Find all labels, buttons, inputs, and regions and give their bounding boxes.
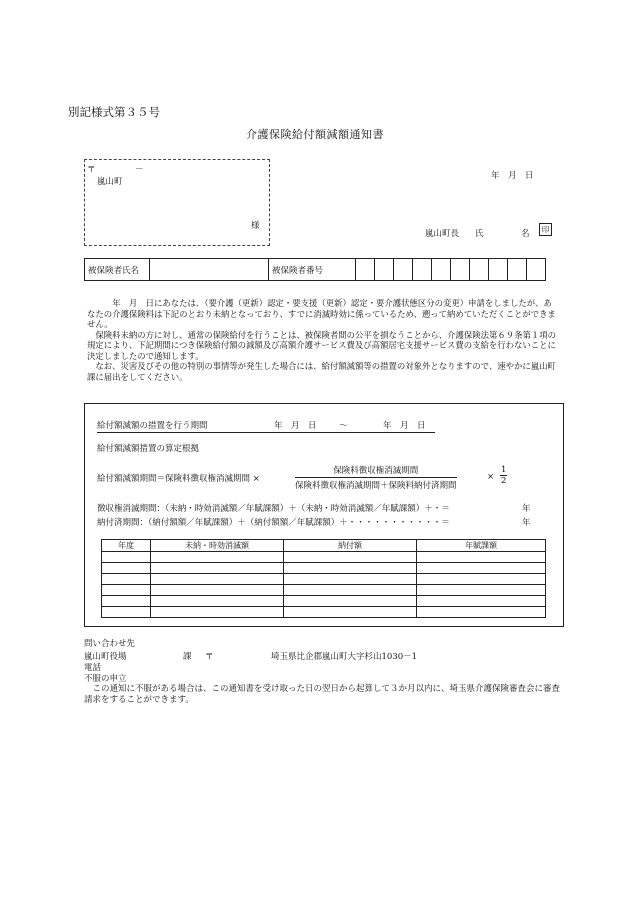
body-paragraph-3: なお、災害及びその他の特別の事情等が発生した場合には、給付額減額等の措置の対象外となりますので、速やかに嵐山町 課に届出をしてください。 bbox=[87, 361, 598, 382]
choshu-year-unit: 年 bbox=[522, 504, 531, 514]
contact-address: 埼玉県比企郡嵐山町大字杉山1030－1 bbox=[271, 652, 418, 662]
half-fraction bbox=[500, 465, 507, 486]
table-row bbox=[102, 596, 546, 607]
period-separator: ～ bbox=[339, 421, 348, 431]
formula-fraction bbox=[295, 464, 457, 491]
notice-body bbox=[87, 298, 598, 382]
contact-postal: 〒 bbox=[205, 652, 214, 662]
form-number: 別記様式第３５号 bbox=[68, 105, 160, 119]
contact-heading: 問い合わせ先 bbox=[84, 639, 136, 649]
col-header-year: 年度 bbox=[102, 540, 151, 552]
table-row bbox=[102, 574, 546, 585]
col-header-unpaid: 未納・時効消滅額 bbox=[151, 540, 284, 552]
postal-mark: 〒 bbox=[87, 165, 96, 175]
appeal-text: この通知に不服がある場合は、この通知書を受け取った日の翌日から起算して３か月以内に、埼玉県介護保険審査会に審査請求をすることができます。 bbox=[84, 684, 561, 705]
insured-table bbox=[84, 258, 546, 281]
issue-date: 年 月 日 bbox=[491, 171, 534, 181]
mayor-mei: 名 bbox=[521, 229, 530, 239]
appeal-heading: 不服の申立 bbox=[84, 674, 127, 684]
body-paragraph-2: 保険料未納の方に対し、通常の保険給付を行うことは、被保険者間の公平を損なうことから、介護保険法第６９条第１項の規定により、下記期間につき保険給付額の減額及び高額介護サービス費及び高額居宅支援サービス費の支給を行わないことに決定しましたので通知します。 bbox=[87, 329, 557, 361]
table-row bbox=[102, 585, 546, 596]
formula-lhs: 給付額減額期間＝保険料徴収権消滅期間 × bbox=[97, 474, 260, 484]
digit-cell bbox=[470, 259, 489, 281]
digit-cell bbox=[356, 259, 375, 281]
col-header-annual: 年賦課額 bbox=[417, 540, 546, 552]
col-header-paid: 納付額 bbox=[284, 540, 417, 552]
calculation-table bbox=[101, 539, 546, 618]
appeal-text-block bbox=[84, 684, 564, 706]
mayor-label: 嵐山町長 bbox=[425, 229, 460, 239]
address-town: 嵐山町 bbox=[97, 177, 123, 187]
nofu-year-unit: 年 bbox=[522, 518, 531, 528]
contact-tel: 電話 bbox=[84, 663, 102, 673]
nofu-formula: 納付済期間：（納付額額／年賦課額）＋（納付額額／年賦課額）＋・・・・・・・・・・・＝ bbox=[97, 518, 450, 528]
digit-cell bbox=[432, 259, 451, 281]
address-box bbox=[84, 159, 270, 246]
insured-number-label: 被保険者番号 bbox=[269, 259, 356, 281]
mayor-shi: 氏 bbox=[475, 229, 484, 239]
half-denominator: 2 bbox=[501, 476, 507, 486]
digit-cell bbox=[394, 259, 413, 281]
digit-cell bbox=[375, 259, 394, 281]
basis-label: 給付額減額措置の算定根拠 bbox=[97, 444, 200, 454]
digit-cell bbox=[527, 259, 546, 281]
period-start-date: 年 月 日 bbox=[274, 421, 317, 431]
body-paragraph-1: 年 月 日にあなたは、（要介護（更新）認定・要支援（更新）認定・要介護状態区分の変更）申請をしましたが、あなたの介護保険料は下記のとおり未納となっており、すでに消滅時効に係っているため、遡って納めていただくことができません。 bbox=[87, 298, 556, 329]
table-row bbox=[102, 563, 546, 574]
half-numerator: 1 bbox=[501, 465, 507, 475]
fraction-numerator: 保険料徴収権消滅期間 bbox=[295, 464, 457, 478]
digit-cell bbox=[413, 259, 432, 281]
digit-cell bbox=[508, 259, 527, 281]
insured-name-label: 被保険者氏名 bbox=[85, 259, 150, 281]
contact-office: 嵐山町役場 bbox=[84, 652, 127, 662]
fraction-denominator: 保険料徴収権消滅期間＋保険料納付済期間 bbox=[295, 481, 457, 491]
table-row bbox=[102, 607, 546, 618]
document-title: 介護保険給付額減額通知書 bbox=[246, 128, 384, 141]
postal-dash: － bbox=[135, 165, 144, 175]
honorific-sama: 様 bbox=[251, 221, 260, 231]
seal-icon: 印 bbox=[539, 223, 552, 236]
insured-name-cell bbox=[150, 259, 269, 281]
period-label: 給付額減額の措置を行う期間 bbox=[97, 419, 435, 433]
table-row bbox=[102, 552, 546, 563]
digit-cell bbox=[451, 259, 470, 281]
period-end-date: 年 月 日 bbox=[383, 421, 426, 431]
digit-cell bbox=[489, 259, 508, 281]
times-sign: × bbox=[487, 472, 495, 482]
choshu-formula: 徴収権消滅期間：（未納・時効消滅額／年賦課額）＋（未納・時効消滅額／年賦課額）＋・＝ bbox=[97, 504, 450, 514]
contact-ka: 課 bbox=[183, 652, 192, 662]
